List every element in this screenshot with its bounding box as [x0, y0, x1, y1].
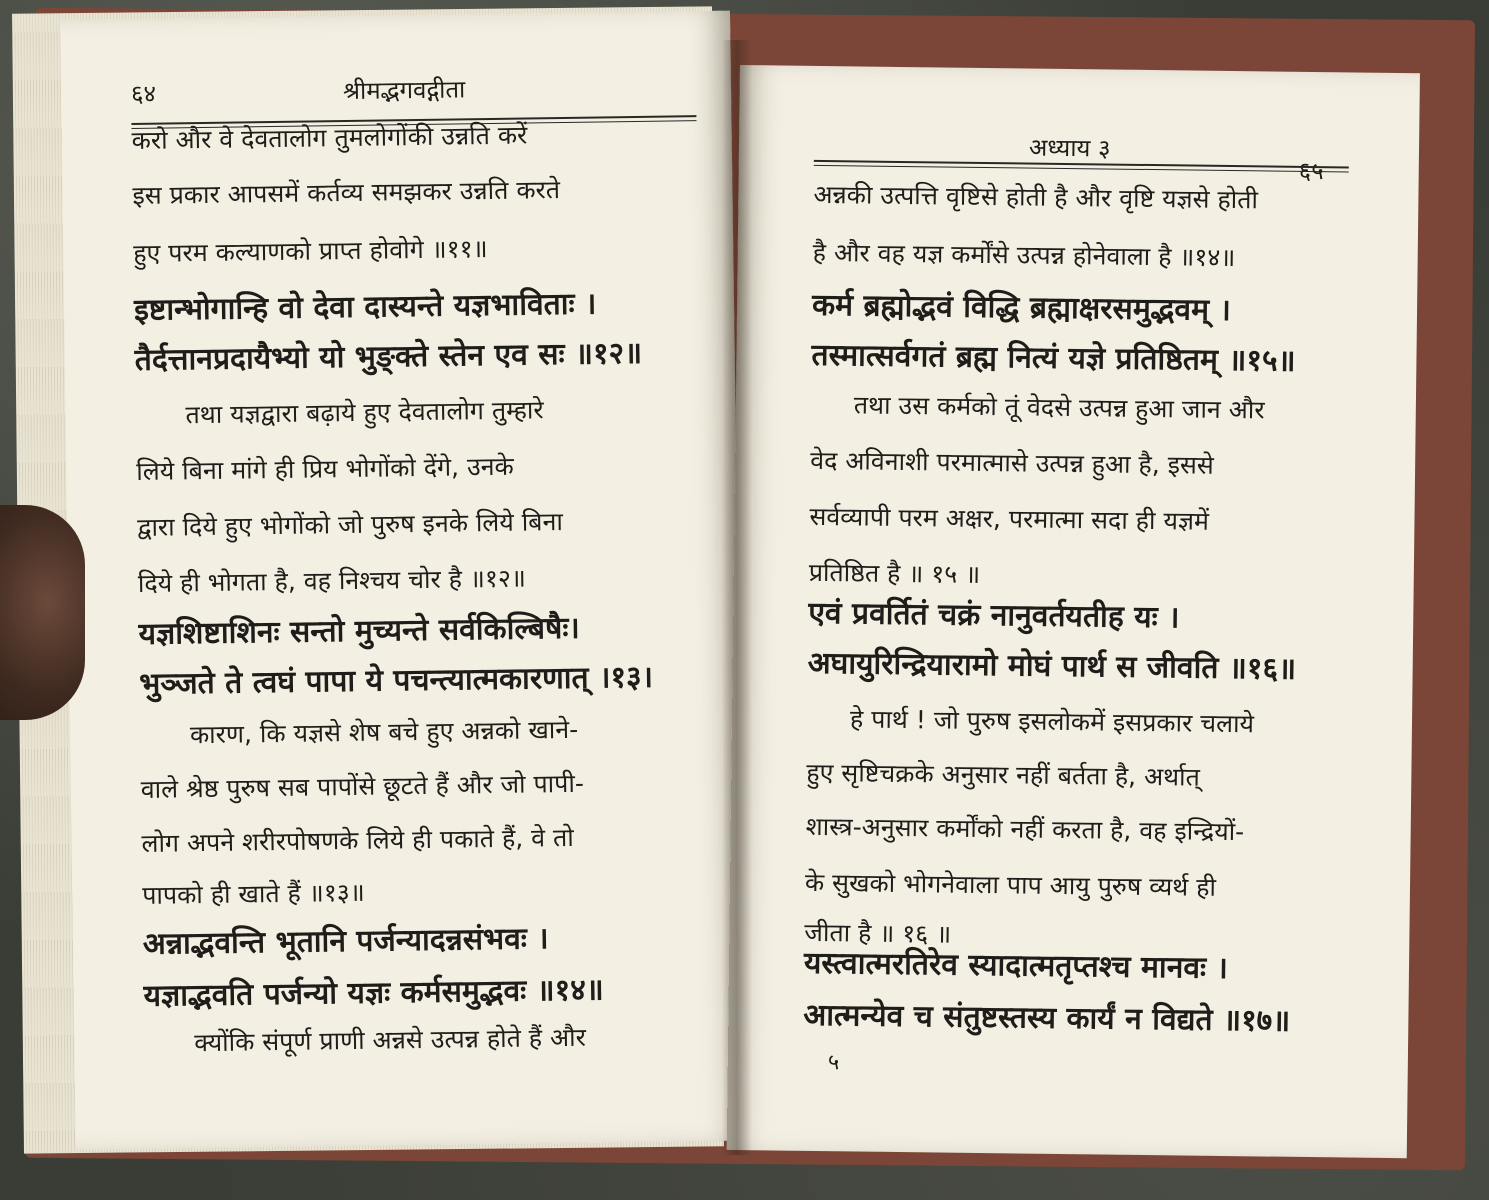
left-text-line: पापको ही खाते हैं ॥१३॥	[142, 877, 365, 910]
spine-shadow	[722, 40, 752, 1155]
right-text-line: के सुखको भोगनेवाला पाप आयु पुरुष व्यर्थ ही	[804, 867, 1217, 902]
left-text-line: लोग अपने शरीरपोषणके लिये ही पकाते हैं, वे तो	[141, 822, 574, 858]
left-page-number: ६४	[130, 79, 157, 109]
left-text-line: वाले श्रेष्ठ पुरुष सब पापोंसे छूटते हैं और जो पापी-	[140, 768, 585, 804]
left-text-line: दिये ही भोगता है, वह निश्चय चोर है ॥१२॥	[137, 563, 527, 598]
right-text-line: तथा उस कर्मको तूं वेदसे उत्पन्न हुआ जान और	[853, 390, 1265, 425]
right-running-title: अध्याय ३	[1028, 133, 1111, 163]
right-verse-line: कर्म ब्रह्मोद्भवं विद्धि ब्रह्माक्षरसमुद्भवम् ।	[811, 287, 1232, 329]
left-text-line: क्योंकि संपूर्ण प्राणी अन्नसे उत्पन्न होते हैं और	[194, 1022, 587, 1058]
left-verse-line: भुञ्जते ते त्वघं पापा ये पचन्त्यात्मकारणात् ।१३।	[139, 659, 654, 702]
left-text-line: हुए परम कल्याणको प्राप्त होवोगे ॥११॥	[133, 234, 488, 268]
left-text-line: तथा यज्ञद्वारा बढ़ाये हुए देवतालोग तुम्हारे	[185, 395, 544, 430]
left-verse-line: तैर्दत्तानप्रदायैभ्यो यो भुङ्क्ते स्तेन एव सः ॥१२॥	[134, 335, 643, 378]
left-text-line: द्वारा दिये हुए भोगोंको जो पुरुष इनके लिये बिना	[136, 507, 564, 542]
right-text-line: जीता है ॥ १६ ॥	[804, 917, 952, 949]
right-text-line: सर्वव्यापी परम अक्षर, परमात्मा सदा ही यज्ञमें	[809, 501, 1210, 536]
left-verse-line: यज्ञशिष्टाशिनः सन्तो मुच्यन्ते सर्वकिल्बिषैः।	[138, 610, 581, 652]
right-verse-line: तस्मात्सर्वगतं ब्रह्म नित्यं यज्ञे प्रतिष्ठितम् ॥१५॥	[811, 337, 1296, 379]
left-verse-line: इष्टान्भोगान्हि वो देवा दास्यन्ते यज्ञभाविताः ।	[133, 286, 597, 328]
right-page	[727, 65, 1420, 1158]
left-text-line: लिये बिना मांगे ही प्रिय भोगोंको देंगे, उनके	[136, 451, 514, 486]
right-text-line: प्रतिष्ठित है ॥ १५ ॥	[808, 557, 981, 589]
right-verse-line: आत्मन्येव च संतुष्टस्तस्य कार्यं न विद्यते ॥१७॥	[803, 997, 1291, 1039]
thumb	[0, 505, 85, 720]
right-text-line: हुए सृष्टिचक्रके अनुसार नहीं बर्तता है, अर्थात्	[806, 757, 1201, 792]
right-verse-line: एवं प्रवर्तितं चक्रं नानुवर्तयतीह यः ।	[808, 595, 1180, 636]
left-text-line: कारण, कि यज्ञसे शेष बचे हुए अन्नको खाने-	[189, 714, 579, 750]
right-text-line: वेद अविनाशी परमात्मासे उत्पन्न हुआ है, इससे	[809, 445, 1214, 480]
right-text-line: अन्नकी उत्पत्ति वृष्टिसे होती है और वृष्टि यज्ञसे होती	[813, 179, 1259, 215]
right-text-line: है और वह यज्ञ कर्मोंसे उत्पन्न होनेवाला है ॥१४॥	[812, 237, 1236, 273]
left-text-line: इस प्रकार आपसमें कर्तव्य समझकर उन्नति करते	[132, 175, 561, 211]
right-verse-line: यस्त्वात्मरतिरेव स्यादात्मतृप्तश्च मानवः ।	[803, 945, 1229, 987]
left-verse-line: अन्नाद्भवन्ति भूतानि पर्जन्यादन्नसंभवः ।	[142, 921, 549, 962]
left-verse-line: यज्ञाद्भवति पर्जन्यो यज्ञः कर्मसमुद्भवः ॥१४॥	[143, 972, 605, 1014]
right-text-line: शास्त्र-अनुसार कर्मोंको नहीं करता है, वह इन्द्रियों-	[805, 811, 1245, 847]
left-text-line: करो और वे देवतालोग तुमलोगोंकी उन्नति करें	[131, 120, 528, 156]
signature-mark: ५	[827, 1050, 840, 1076]
left-page	[60, 11, 746, 1150]
right-verse-line: अघायुरिन्द्रियारामो मोघं पार्थ स जीवति ॥१६॥	[807, 645, 1297, 687]
left-running-title: श्रीमद्भगवद्गीता	[342, 75, 466, 106]
right-text-line: हे पार्थ ! जो पुरुष इसलोकमें इसप्रकार चलाये	[849, 704, 1255, 739]
